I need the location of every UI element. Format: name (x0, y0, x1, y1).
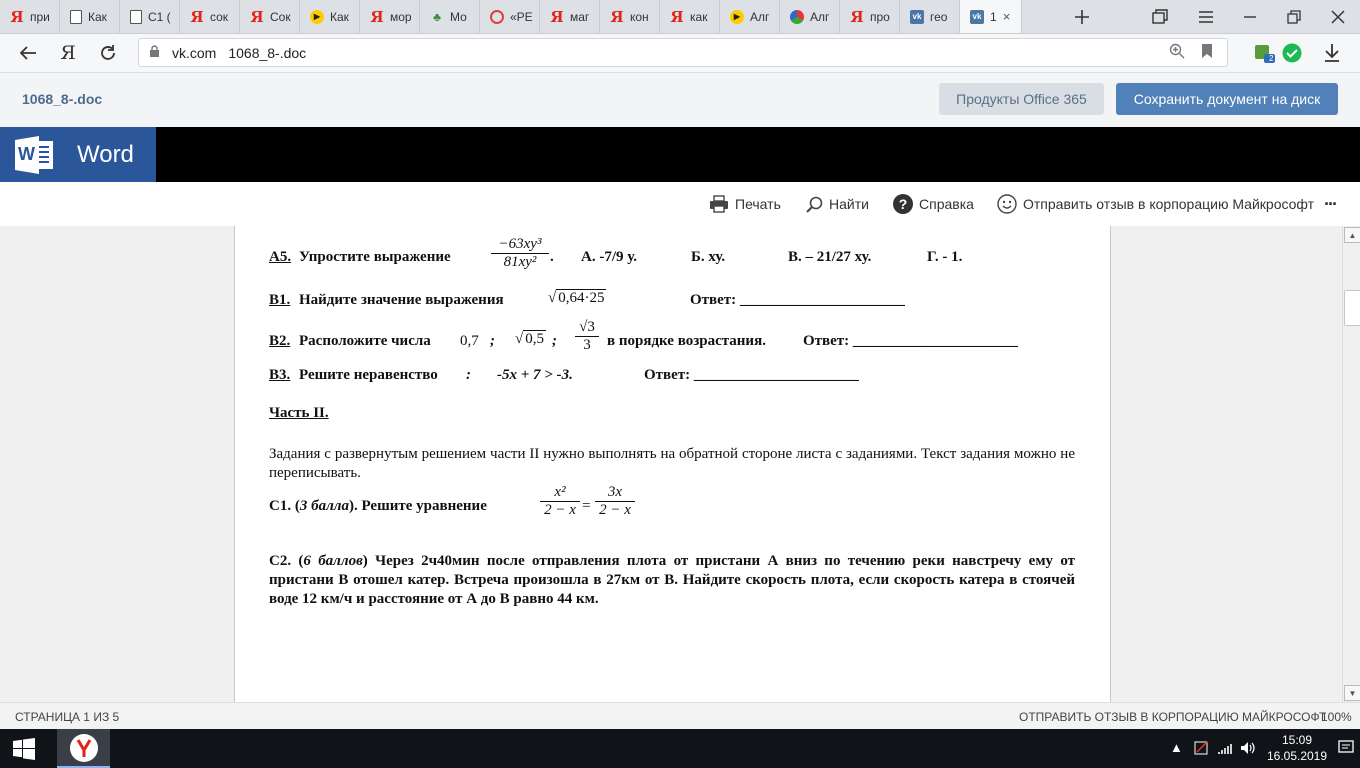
back-arrow-icon (19, 45, 37, 61)
browser-tab[interactable] (900, 0, 960, 33)
checkmark-shield-icon (1282, 43, 1302, 63)
doc-favicon-icon (130, 10, 142, 24)
help-button[interactable] (893, 194, 974, 214)
document-filename: 1068_8-.doc (22, 91, 103, 107)
clock-time: 15:09 (1281, 733, 1313, 747)
equals-sign: = (582, 498, 591, 514)
browser-tab[interactable] (120, 0, 180, 33)
browser-tab[interactable] (600, 0, 660, 33)
document-header (0, 73, 1360, 127)
browser-tab[interactable] (480, 0, 540, 33)
fraction-denominator: 2 − x (544, 502, 576, 518)
task-c1-rhs-fraction (595, 484, 635, 519)
tab-label: сок (210, 9, 229, 24)
task-b3-label: В3. (269, 367, 291, 383)
start-button[interactable] (0, 729, 48, 768)
task-b3-answer: Ответ: ______________________ (644, 367, 859, 383)
task-b2-tail: в порядке возрастания. (607, 333, 766, 349)
tabs-overview-icon (1151, 9, 1169, 25)
browser-menu-button[interactable] (1186, 0, 1226, 33)
tab-label: при (30, 9, 50, 24)
download-icon (1323, 43, 1341, 63)
save-to-disk-button[interactable]: Сохранить документ на диск (1116, 83, 1338, 115)
yandex-favicon-icon: Я (610, 7, 624, 26)
tab-label: как (690, 9, 708, 24)
tab-label: про (870, 9, 890, 24)
mo-favicon-icon: ♣ (433, 9, 441, 24)
task-b1-label: В1. (269, 292, 291, 308)
task-c1-lhs-fraction (540, 484, 580, 519)
yandex-browser-icon (69, 733, 99, 763)
tab-label: 1 (990, 9, 997, 24)
send-feedback-button[interactable] (997, 194, 1314, 214)
task-b2-separator-2: ; (552, 333, 557, 349)
task-a5-option-a: А. -7/9 у. (581, 249, 637, 265)
task-c2-text: Через 2ч40мин после отправления плота от пристани А вниз по течению реки навстречу ему от пристани В отошел катер. Встреча произошла в 27км от В. Найдите скорость плота, если скорость катера в стоячей воде 12 км/ч и расстояние от А до В равно 44 км. (269, 553, 1076, 607)
browser-tab[interactable] (300, 0, 360, 33)
find-label: Найти (829, 196, 869, 212)
word-logo-icon: W (15, 135, 55, 175)
task-b3-text: Решите неравенство (299, 367, 438, 383)
task-c2 (269, 552, 1075, 609)
smiley-icon (997, 194, 1017, 214)
restore-button[interactable] (1274, 0, 1314, 33)
close-window-button[interactable] (1318, 0, 1358, 33)
red-favicon-icon (490, 10, 504, 24)
browser-tab[interactable] (60, 0, 120, 33)
document-page (234, 226, 1111, 702)
task-b2-number: 0,7 (460, 333, 479, 349)
task-a5-text: Упростите выражение (299, 249, 451, 265)
tray-expand-icon[interactable]: ▲ (1170, 740, 1183, 755)
task-b1-sqrt: √ 0,64·25 (548, 290, 605, 306)
hamburger-icon (1198, 10, 1214, 24)
tray-volume-icon[interactable] (1240, 740, 1256, 759)
tray-signal-icon[interactable] (1217, 740, 1233, 759)
tabs-overview-button[interactable] (1140, 0, 1180, 33)
task-c2-points: 6 баллов (303, 553, 363, 569)
windows-taskbar (0, 729, 1360, 768)
task-a5-label: А5. (269, 249, 292, 265)
fraction-denominator: 2 − x (599, 502, 631, 518)
print-button[interactable] (709, 194, 781, 214)
vk-favicon-icon: vk (910, 10, 924, 24)
browser-tab[interactable] (840, 0, 900, 33)
tab-label: Как (330, 9, 349, 24)
task-b2-answer: Ответ: ______________________ (803, 333, 1018, 349)
scrollbar-thumb[interactable] (1344, 290, 1360, 326)
task-b2-separator: ; (490, 333, 495, 349)
radicand: 0,64·25 (558, 290, 605, 306)
extension-badge: 2 (1269, 54, 1274, 63)
task-c1-points: 3 балла (299, 498, 349, 514)
print-label: Печать (735, 196, 781, 212)
tab-active[interactable] (960, 0, 1022, 33)
yandex-favicon-icon: Я (670, 7, 684, 26)
downloads-button[interactable] (1316, 34, 1348, 72)
help-icon (893, 194, 913, 214)
tab-label: маг (570, 9, 590, 24)
task-b1-answer: Ответ: ______________________ (690, 292, 905, 308)
vk-favicon-icon: vk (970, 10, 984, 24)
taskbar-yandex-browser[interactable] (57, 729, 110, 768)
browser-tab[interactable] (240, 0, 300, 33)
tab-label: Алг (810, 9, 830, 24)
yandex-favicon-icon: Я (550, 7, 564, 26)
back-button[interactable] (12, 34, 44, 72)
browser-tab[interactable] (180, 0, 240, 33)
task-a5-period: . (550, 249, 554, 265)
tab-label: Алг (750, 9, 770, 24)
office365-products-button[interactable]: Продукты Office 365 (939, 83, 1104, 115)
yandex-logo-icon: Я (60, 42, 76, 64)
fraction-denominator: 81xy² (503, 254, 537, 270)
close-icon (1331, 10, 1345, 24)
browser-tab[interactable] (0, 0, 60, 33)
word-app-title: Word (77, 140, 134, 168)
search-icon (806, 196, 823, 213)
task-b2-label: В2. (269, 333, 291, 349)
notification-center-icon[interactable] (1338, 739, 1354, 758)
status-bar (0, 702, 1360, 730)
protect-status-button[interactable] (1276, 34, 1308, 72)
yandex-favicon-icon: Я (250, 7, 264, 26)
system-clock[interactable] (1262, 732, 1332, 764)
zoom-level[interactable]: 100% (1321, 710, 1352, 724)
task-b2-sqrt: √ 0,5 (515, 331, 544, 347)
task-b3-inequality: -5x + 7 > -3. (497, 367, 573, 383)
printer-icon (709, 195, 729, 213)
browser-tab[interactable] (360, 0, 420, 33)
reload-button[interactable] (92, 34, 124, 72)
tab-label: гео (930, 9, 948, 24)
minimize-button[interactable] (1230, 0, 1270, 33)
tab-label: кон (630, 9, 649, 24)
feedback-label: Отправить отзыв в корпорацию Майкрософт (1023, 196, 1315, 212)
yt-favicon-icon: ▶ (730, 10, 744, 24)
task-a5-option-v: В. – 21/27 ху. (788, 249, 872, 265)
task-c1-suffix: ). Решите уравнение (348, 498, 487, 514)
browser-tab[interactable] (720, 0, 780, 33)
browser-tab[interactable] (780, 0, 840, 33)
task-b3-colon: : (466, 367, 471, 383)
url-domain: vk.com (172, 44, 217, 61)
task-c2-prefix: С2. ( (269, 553, 304, 569)
tab-label: мор (390, 9, 412, 24)
task-a5-option-b: Б. ху. (691, 249, 726, 265)
doc-favicon-icon (70, 10, 82, 24)
yandex-favicon-icon: Я (190, 7, 204, 26)
task-c2-suffix: ) (362, 553, 368, 569)
task-a5-option-g: Г. - 1. (927, 249, 963, 265)
task-a5-fraction (491, 236, 549, 271)
scroll-up-icon[interactable]: ▲ (1344, 227, 1360, 243)
browser-tab[interactable] (660, 0, 720, 33)
browser-tab-strip (0, 0, 1360, 34)
url-title: 1068_8-.doc (228, 44, 307, 61)
page-indicator: СТРАНИЦА 1 ИЗ 5 (15, 710, 120, 724)
tab-label: Как (88, 9, 107, 24)
task-c1-prefix: С1. ( (269, 498, 300, 514)
status-feedback-link[interactable]: ОТПРАВИТЬ ОТЗЫВ В КОРПОРАЦИЮ МАЙКРОСОФТ (1019, 710, 1327, 724)
clock-date: 16.05.2019 (1266, 749, 1328, 763)
help-label: Справка (919, 196, 974, 212)
task-b2-fraction (575, 319, 599, 354)
fraction-denominator: 3 (583, 337, 591, 353)
task-b1-text: Найдите значение выражения (299, 292, 504, 308)
browser-tab[interactable] (420, 0, 480, 33)
yt-favicon-icon: ▶ (310, 10, 324, 24)
part2-heading: Часть II. (269, 405, 329, 421)
task-b2-text: Расположите числа (299, 333, 431, 349)
reload-icon (99, 44, 117, 62)
bookmark-icon[interactable] (1201, 43, 1213, 63)
tab-label: Мо (450, 9, 467, 24)
zoom-page-icon[interactable] (1169, 43, 1185, 63)
lock-icon (149, 45, 160, 61)
yandex-favicon-icon: Я (10, 7, 24, 26)
task-c1-text (269, 498, 487, 515)
yandex-home-button[interactable] (52, 34, 84, 72)
windows-logo-icon (13, 738, 35, 760)
fraction-numerator: −63xy³ (491, 236, 549, 254)
scroll-down-icon[interactable]: ▼ (1344, 685, 1360, 701)
tab-close-icon[interactable]: × (1002, 9, 1011, 24)
document-viewer[interactable] (0, 226, 1342, 702)
url-field[interactable] (138, 38, 1228, 67)
plus-icon (1074, 9, 1090, 25)
word-brand[interactable] (0, 127, 156, 182)
browser-tab[interactable] (540, 0, 600, 33)
fraction-numerator: √3 (575, 319, 599, 337)
tray-network-flag-icon[interactable] (1194, 740, 1210, 759)
vertical-scrollbar[interactable] (1342, 226, 1360, 702)
tab-label: «РЕ (510, 9, 533, 24)
yandex-favicon-icon: Я (370, 7, 384, 26)
svg-text:?: ? (898, 196, 908, 212)
viewer-toolbar (0, 182, 1360, 226)
address-bar-row (0, 34, 1360, 73)
radicand: 0,5 (525, 331, 544, 347)
fraction-numerator: 3x (595, 484, 635, 502)
new-tab-button[interactable] (1062, 0, 1102, 33)
clr-favicon-icon (790, 10, 804, 24)
yandex-favicon-icon: Я (850, 7, 864, 26)
more-options-button[interactable]: ··· (1324, 193, 1336, 214)
restore-icon (1287, 10, 1301, 24)
minimize-icon (1243, 10, 1257, 24)
tab-label: Сок (270, 9, 291, 24)
tab-list (0, 0, 1022, 33)
find-button[interactable] (806, 194, 869, 214)
tab-label: С1 ( (148, 9, 171, 24)
fraction-numerator: x² (540, 484, 580, 502)
part2-instructions: Задания с развернутым решением части II нужно выполнять на обратной стороне листа с заданиями. Текст задания можно не переписывать. (269, 446, 1075, 481)
word-app-bar (0, 127, 1360, 182)
